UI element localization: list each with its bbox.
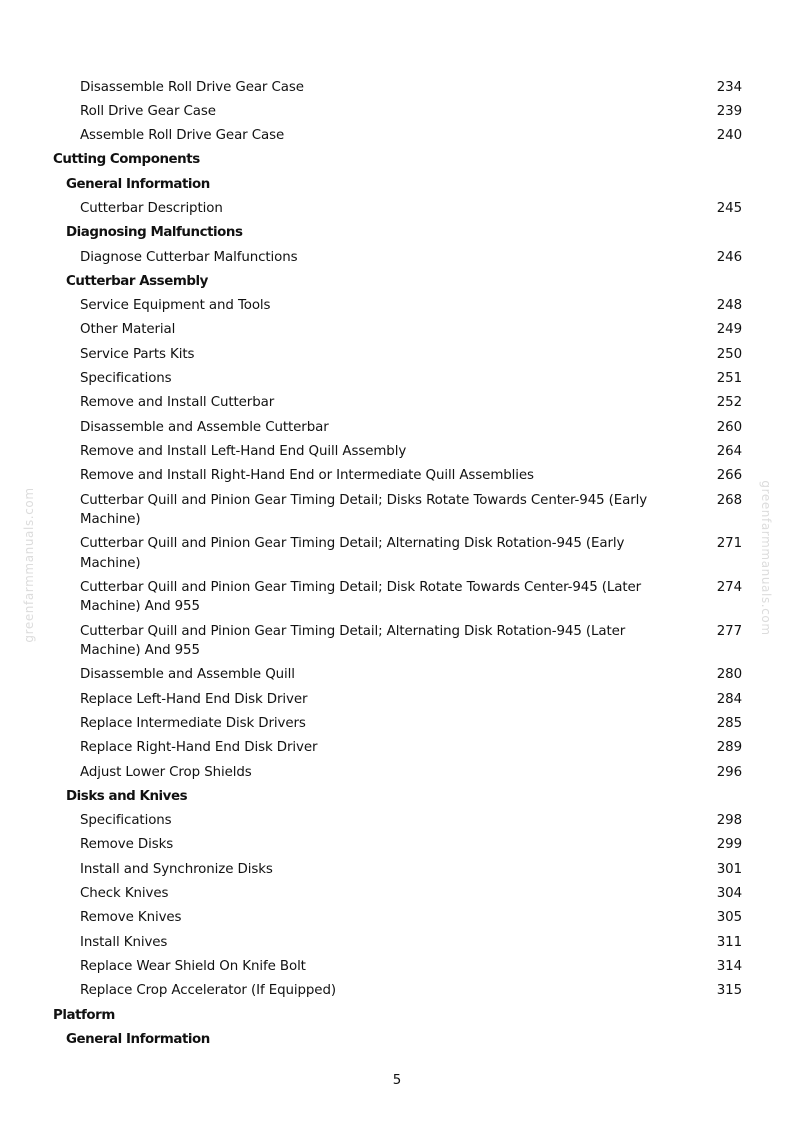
toc-entry-page-number: 266 (716, 468, 742, 484)
toc-entry[interactable] (0, 619, 794, 663)
toc-entry-title: Disassemble Roll Drive Gear Case (80, 79, 304, 95)
toc-heading-title: Diagnosing Malfunctions (66, 225, 243, 241)
toc-entry-page-number: 289 (716, 740, 742, 756)
toc-entry-title: Assemble Roll Drive Gear Case (80, 128, 285, 144)
toc-entry-page-number: 304 (716, 886, 742, 902)
toc-entry[interactable] (0, 196, 794, 220)
toc-entry-title: Remove and Install Left-Hand End Quill Assembly (80, 443, 407, 459)
toc-entry-title: Check Knives (80, 886, 169, 902)
toc-entry[interactable] (0, 882, 794, 906)
toc-heading-title: General Information (66, 176, 210, 192)
toc-section-heading (0, 1027, 794, 1051)
toc-entry-title: Remove and Install Cutterbar (80, 395, 275, 411)
toc-entry-title: Roll Drive Gear Case (80, 103, 216, 119)
toc-entry[interactable] (0, 439, 794, 463)
toc-entry[interactable] (0, 415, 794, 439)
toc-entry[interactable] (0, 663, 794, 687)
toc-entry[interactable] (0, 367, 794, 391)
toc-entry-page-number: 301 (716, 861, 742, 877)
toc-entry-page-number: 305 (716, 910, 742, 926)
toc-entry-title: Service Equipment and Tools (80, 298, 271, 314)
toc-heading-title: General Information (66, 1031, 210, 1047)
toc-entry-title: Cutterbar Description (80, 200, 223, 216)
toc-entry[interactable] (0, 979, 794, 1003)
toc-heading-title: Platform (53, 1007, 115, 1023)
toc-entry-page-number: 274 (716, 579, 742, 595)
toc-entry-page-number: 260 (716, 419, 742, 435)
toc-section-heading (0, 784, 794, 808)
toc-entry-page-number: 285 (716, 715, 742, 731)
toc-entry-title: Replace Right-Hand End Disk Driver (80, 740, 318, 756)
toc-entry[interactable] (0, 342, 794, 366)
toc-entry-page-number: 296 (716, 764, 742, 780)
toc-entry-title: Install Knives (80, 934, 168, 950)
toc-entry-title: Remove Disks (80, 837, 174, 853)
toc-section-heading (0, 172, 794, 196)
toc-entry-page-number: 248 (716, 298, 742, 314)
toc-entry-page-number: 239 (716, 103, 742, 119)
toc-entry-page-number: 240 (716, 128, 742, 144)
toc-entry-page-number: 315 (716, 983, 742, 999)
toc-entry[interactable] (0, 906, 794, 930)
toc-entry-page-number: 250 (716, 346, 742, 362)
toc-entry-page-number: 268 (716, 492, 742, 508)
toc-entry-page-number: 245 (716, 200, 742, 216)
page-number: 5 (392, 1073, 402, 1088)
toc-entry-page-number: 277 (716, 623, 742, 639)
toc-entry-title: Cutterbar Quill and Pinion Gear Timing Detail; Disk Rotate Towards Center-945 (Later Machine) And 955 (80, 579, 642, 615)
toc-entry-title: Service Parts Kits (80, 346, 195, 362)
toc-entry[interactable] (0, 760, 794, 784)
toc-entry-title: Specifications (80, 371, 172, 387)
toc-entry[interactable] (0, 954, 794, 978)
toc-entry-title: Replace Left-Hand End Disk Driver (80, 691, 308, 707)
toc-entry-title: Disassemble and Assemble Quill (80, 667, 295, 683)
toc-section-heading (0, 221, 794, 245)
toc-entry-page-number: 252 (716, 395, 742, 411)
toc-entry-page-number: 314 (716, 958, 742, 974)
toc-entry[interactable] (0, 736, 794, 760)
toc-entry-page-number: 298 (716, 813, 742, 829)
toc-entry[interactable] (0, 99, 794, 123)
toc-entry[interactable] (0, 857, 794, 881)
toc-entry-title: Replace Wear Shield On Knife Bolt (80, 958, 306, 974)
toc-entry-title: Other Material (80, 322, 176, 338)
toc-entry[interactable] (0, 488, 794, 532)
toc-entry-page-number: 280 (716, 667, 742, 683)
toc-entry-page-number: 234 (716, 79, 742, 95)
toc-entry-title: Cutterbar Quill and Pinion Gear Timing Detail; Alternating Disk Rotation-945 (Early Machine) (80, 536, 625, 571)
toc-entry-page-number: 284 (716, 691, 742, 707)
toc-entry-page-number: 264 (716, 443, 742, 459)
toc-entry-title: Replace Intermediate Disk Drivers (80, 715, 306, 731)
toc-entry-title: Remove Knives (80, 910, 182, 926)
toc-entry-title: Replace Crop Accelerator (If Equipped) (80, 983, 336, 999)
toc-entry[interactable] (0, 575, 794, 619)
toc-heading-title: Cutterbar Assembly (66, 273, 208, 289)
toc-entry-title: Cutterbar Quill and Pinion Gear Timing Detail; Disks Rotate Towards Center-945 (Early Machine) (80, 492, 648, 527)
toc-section-heading (0, 269, 794, 293)
toc-entry-title: Adjust Lower Crop Shields (80, 764, 252, 780)
toc-heading-title: Disks and Knives (66, 788, 188, 804)
toc-section-heading (0, 1003, 794, 1027)
toc-entry-title: Diagnose Cutterbar Malfunctions (80, 249, 298, 265)
toc-entry[interactable] (0, 833, 794, 857)
toc-heading-title: Cutting Components (53, 152, 200, 168)
toc-entry[interactable] (0, 464, 794, 488)
toc-entry-page-number: 271 (716, 536, 742, 552)
watermark-left: greenfarmmanuals.com (22, 487, 36, 643)
toc-entry[interactable] (0, 245, 794, 269)
toc-entry[interactable] (0, 809, 794, 833)
toc-entry[interactable] (0, 318, 794, 342)
toc-entry[interactable] (0, 711, 794, 735)
toc-entry-title: Cutterbar Quill and Pinion Gear Timing Detail; Alternating Disk Rotation-945 (Later Machine) And 955 (80, 623, 626, 659)
toc-entry-page-number: 311 (716, 934, 742, 950)
toc-entry[interactable] (0, 391, 794, 415)
toc-entry-title: Install and Synchronize Disks (80, 861, 273, 877)
toc-entry-page-number: 299 (716, 837, 742, 853)
table-of-contents (0, 75, 794, 1052)
toc-entry-page-number: 246 (716, 249, 742, 265)
toc-entry-title: Remove and Install Right-Hand End or Intermediate Quill Assemblies (80, 468, 534, 484)
toc-entry-page-number: 249 (716, 322, 742, 338)
toc-entry[interactable] (0, 532, 794, 576)
toc-entry[interactable] (0, 294, 794, 318)
toc-entry-title: Specifications (80, 813, 172, 829)
toc-entry[interactable] (0, 930, 794, 954)
toc-section-heading (0, 148, 794, 172)
toc-entry[interactable] (0, 687, 794, 711)
toc-entry[interactable] (0, 75, 794, 99)
toc-entry-title: Disassemble and Assemble Cutterbar (80, 419, 329, 435)
watermark-right: greenfarmmanuals.com (759, 480, 773, 636)
toc-entry-page-number: 251 (716, 371, 742, 387)
toc-entry[interactable] (0, 124, 794, 148)
